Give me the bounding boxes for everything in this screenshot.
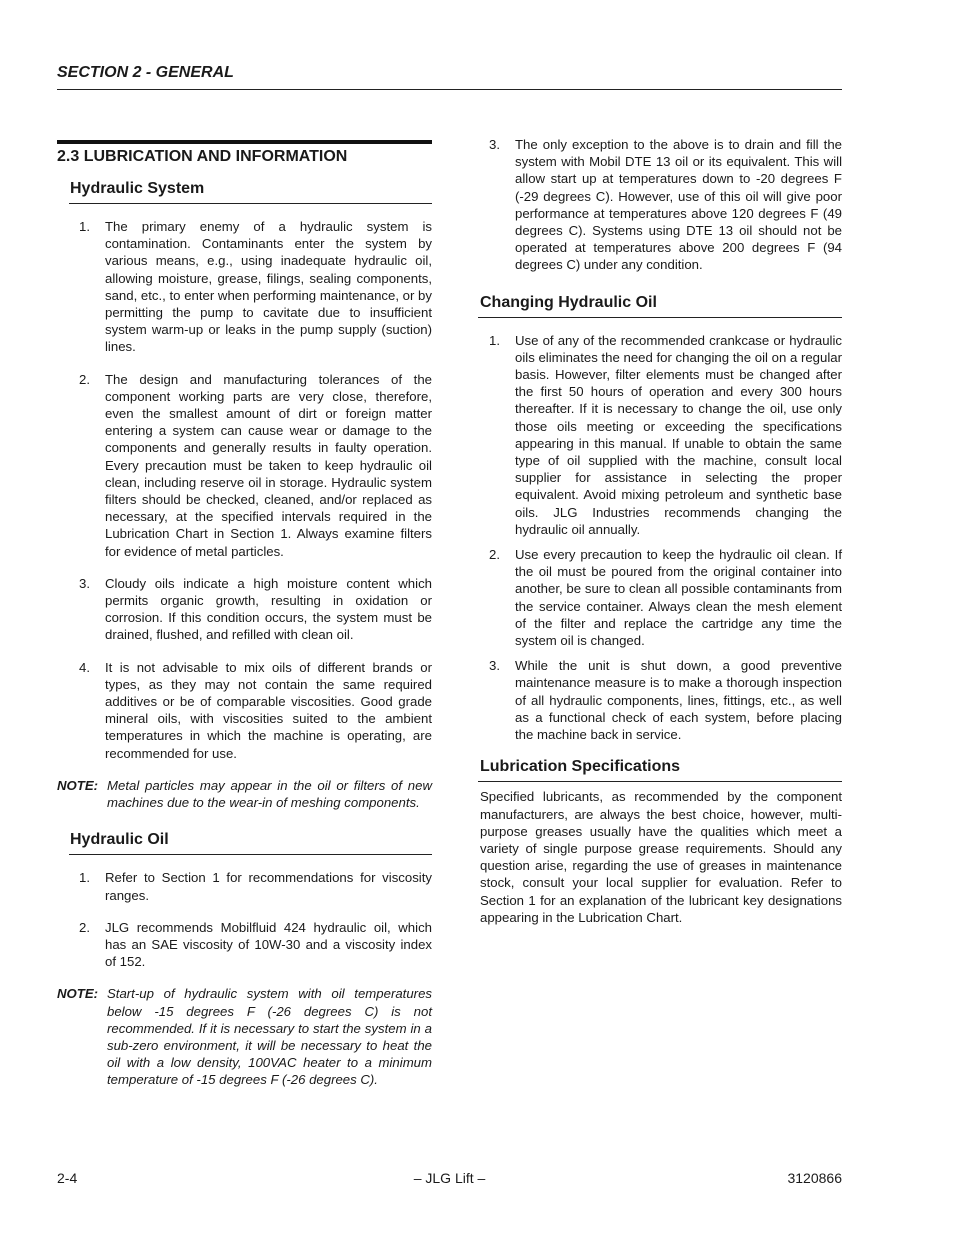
item-number: 3.: [489, 658, 500, 674]
item-number: 4.: [79, 659, 90, 675]
item-number: 1.: [79, 870, 90, 886]
item-text: JLG recommends Mobilfluid 424 hydraulic oil, which has an SAE viscosity of 10W-30 and a viscosity index of 152.: [105, 919, 432, 970]
changing-oil-list: [478, 332, 842, 744]
page-header: [57, 64, 842, 82]
note-label: NOTE:: [57, 777, 99, 793]
note-text: Metal particles may appear in the oil or filters of new machines due to the wear-in of meshing components.: [107, 777, 432, 811]
item-text: Cloudy oils indicate a high moisture content which permits organic growth, resulting in oxidation or corrosion. If this condition occurs, the system must be drained, flushed, and refilled with clean oil.: [105, 575, 432, 643]
item-text: The primary enemy of a hydraulic system is contamination. Contaminants enter the system by various means, e.g., using inadequate hydraulic oil, allowing moisture, grease, filings, sealing components, sand, etc., to enter when performing maintenance, or by permitting the pump to cavitate due to insufficient system warm-up or leaks in the pump supply (suction) lines.: [105, 219, 432, 355]
item-number: 1.: [79, 219, 90, 234]
note-label: NOTE:: [57, 986, 99, 1002]
lubrication-specifications-text: Specified lubricants, as recommended by the component manufacturers, are always the best choice, however, multi-purpose greases usually have the qualities which meet a variety of single purpose grease requirements. Should any question arise, regarding the use of greases in maintenance stock, consult your local supplier for evaluation. Refer to Section 1 for an explanation of the lubricant key designations appearing in the Lubrication Chart.: [480, 789, 842, 925]
item-number: 2.: [489, 547, 500, 563]
list-item: [478, 136, 842, 274]
item-text: The only exception to the above is to drain and fill the system with Mobil DTE 13 oil or its equivalent. This will allow start up at temperatures down to -20 degrees F (-29 degrees C). However, use of this oil will give poor performance at temperatures above 120 degrees F (49 degrees C). Systems using DTE 13 oil should not be operated at temperatures above 200 degrees F (94 degrees C) under any condition.: [515, 137, 842, 273]
list-item: [57, 919, 432, 971]
item-number: 2.: [79, 371, 90, 387]
item-text: Refer to Section 1 for recommendations for viscosity ranges.: [105, 870, 432, 903]
subheading-changing-oil: Changing Hydraulic Oil: [480, 293, 657, 311]
section-header-title: SECTION 2 - GENERAL: [57, 64, 234, 81]
list-item: [57, 371, 432, 560]
note-start-up: [57, 985, 432, 1088]
item-text: Use every precaution to keep the hydraulic oil clean. If the oil must be poured from the original container into another, be sure to clean all possible contaminants from the service container. Always clean the mesh element of the filter and replace the cartridge any time the system oil is changed.: [515, 547, 842, 649]
item-text: It is not advisable to mix oils of different brands or types, as they may not contain the same required additives or be of comparable viscosities. Good grade mineral oils, with viscosities suited to the ambient temperatures in which the machine is operating, are recommended for use.: [105, 659, 432, 761]
section-title: 2.3 LUBRICATION AND INFORMATION: [57, 148, 348, 165]
note-text: Start-up of hydraulic system with oil temperatures below -15 degrees F (-26 degrees C) is not recommended. If it is necessary to start the system in a sub-zero environment, it will be necessary to heat the oil with a low density, 100VAC heater to a minimum temperature of -15 degrees F (-26 degrees C).: [107, 986, 432, 1088]
right-column: [478, 136, 842, 926]
list-item: [57, 659, 432, 762]
item-number: 3.: [79, 575, 90, 591]
item-text: Use of any of the recommended crankcase or hydraulic oils eliminates the need for changing the oil on a regular basis. However, filter elements must be changed after the first 50 hours of operation and every 300 hours thereafter. If it is necessary to change the oil, use only those oils meeting or exceeding the specifications appearing in this manual. If unable to obtain the same type of oil supplied with the machine, consult local supplier for assistance in selecting the proper equivalent. Avoid mixing petroleum and synthetic base oils. JLG Industries recommends changing the hydraulic oil annually.: [515, 332, 842, 537]
page-number: 2-4: [57, 1170, 78, 1186]
subheading-hydraulic-oil: Hydraulic Oil: [70, 831, 169, 849]
header-rule: [57, 89, 842, 90]
section-bar: [57, 140, 432, 144]
list-item: [57, 575, 432, 644]
footer-publisher: – JLG Lift –: [413, 1170, 486, 1186]
hydraulic-oil-list: [57, 869, 432, 970]
hydraulic-system-list: [57, 218, 432, 762]
subheading-lubrication-specifications: Lubrication Specifications: [480, 758, 681, 776]
subheading-rule: [478, 317, 842, 318]
item-text: The design and manufacturing tolerances of the component working parts are very close, therefore, even the smallest amount of dirt or foreign matter entering a system can cause wear or damage to the components and generally results in faulty operation. Every precaution must be taken to keep hydraulic oil clean, including reserve oil in storage. Hydraulic system filters should be checked, cleaned, and/or replaced as necessary, at the specified intervals required in the Lubrication Chart in Section 1. Always examine filters for evidence of metal particles.: [105, 371, 432, 559]
subheading-rule: [69, 203, 432, 204]
document-number: 3120866: [787, 1170, 842, 1186]
item-number: 3.: [489, 137, 500, 152]
continued-list: [478, 136, 842, 274]
list-item: [57, 869, 432, 903]
list-item: [478, 332, 842, 538]
subheading-hydraulic-system: Hydraulic System: [70, 180, 205, 197]
item-number: 1.: [489, 332, 500, 348]
list-item: [57, 218, 432, 356]
item-text: While the unit is shut down, a good preventive maintenance measure is to make a thorough inspection of all hydraulic components, lines, fittings, etc., as well as a functional check of each system, before placing the machine back in service.: [515, 658, 842, 743]
left-column: [57, 140, 432, 1103]
list-item: [478, 657, 842, 743]
list-item: [478, 546, 842, 649]
note-metal-particles: [57, 777, 432, 811]
item-number: 2.: [79, 919, 90, 935]
subheading-rule: [478, 781, 842, 782]
subheading-rule: [69, 854, 432, 855]
